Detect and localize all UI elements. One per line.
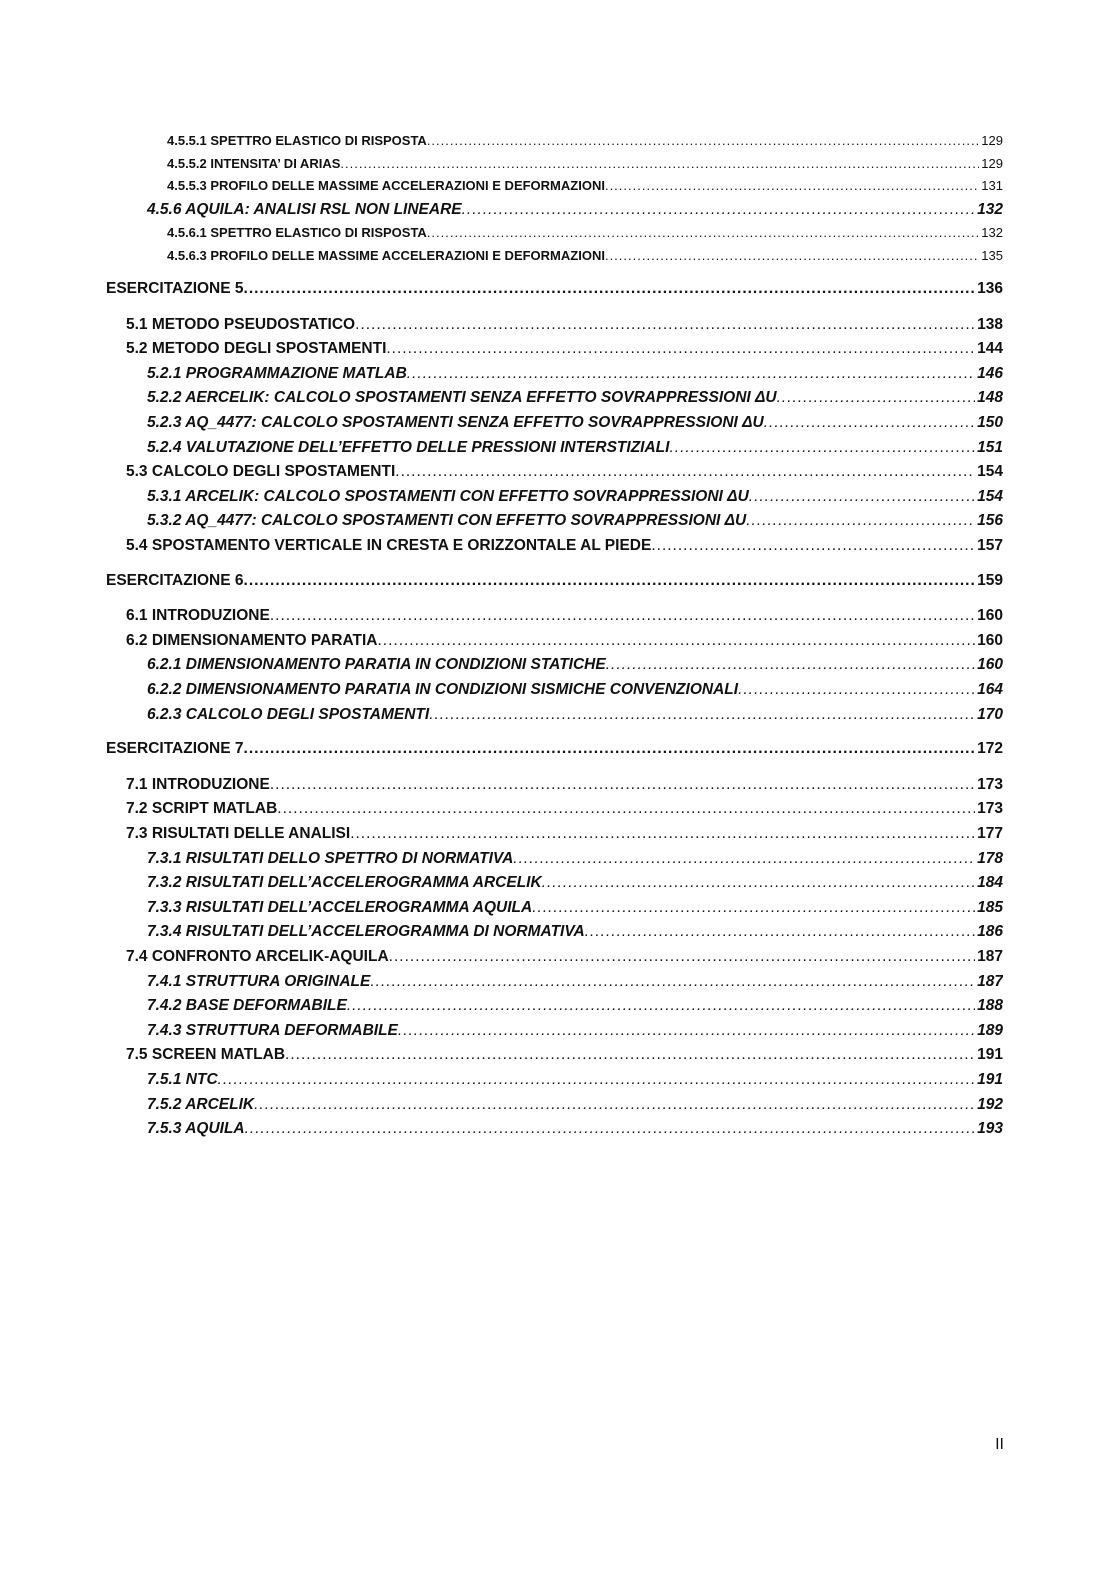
dot-leader: [746, 509, 975, 534]
toc-entry[interactable]: [106, 1068, 1003, 1093]
toc-entry-title: 5.3.1 ARCELIK: CALCOLO SPOSTAMENTI CON EFFETTO SOVRAPPRESSIONI ΔU: [147, 487, 749, 505]
toc-entry-page: 187: [977, 947, 1003, 965]
toc-entry[interactable]: [106, 153, 1003, 176]
toc-entry-page: 189: [977, 1021, 1003, 1039]
toc-entry-title: 7.3 RISULTATI DELLE ANALISI: [126, 824, 351, 842]
toc-entry-page: 193: [977, 1120, 1003, 1138]
toc-entry[interactable]: [106, 945, 1003, 970]
toc-entry[interactable]: [106, 896, 1003, 921]
dot-leader: [245, 1117, 976, 1142]
page-number: II: [995, 1436, 1004, 1453]
dot-leader: [340, 153, 979, 176]
dot-leader: [513, 847, 975, 872]
toc-chapter-entry[interactable]: [106, 737, 1003, 762]
dot-leader: [270, 604, 975, 629]
toc-entry[interactable]: [106, 822, 1003, 847]
toc-entry[interactable]: [106, 678, 1003, 703]
toc-entry-page: 154: [977, 487, 1003, 505]
toc-entry-page: 185: [977, 898, 1003, 916]
toc-chapter-entry[interactable]: [106, 277, 1003, 302]
toc-entry-title: 5.3 CALCOLO DEGLI SPOSTAMENTI: [126, 463, 396, 481]
toc-entry[interactable]: [106, 130, 1003, 153]
dot-leader: [605, 245, 979, 268]
toc-entry-title: 6.2.2 DIMENSIONAMENTO PARATIA IN CONDIZIONI SISMICHE CONVENZIONALI: [147, 681, 739, 698]
toc-entry-page: 173: [977, 800, 1003, 818]
toc-entry-page: 144: [977, 340, 1003, 358]
toc-entry-page: 186: [977, 923, 1003, 941]
toc-entry[interactable]: [106, 509, 1003, 534]
toc-entry[interactable]: [106, 436, 1003, 461]
toc-entry[interactable]: [106, 411, 1003, 436]
toc-entry-title: 7.5.3 AQUILA: [147, 1120, 245, 1138]
toc-entry-page: 151: [977, 438, 1003, 456]
toc-entry-page: 129: [981, 155, 1003, 171]
dot-leader: [407, 362, 975, 387]
dot-leader: [347, 994, 975, 1019]
toc-entry-title: 7.4 CONFRONTO ARCELIK-AQUILA: [126, 947, 389, 965]
toc-entry[interactable]: [106, 871, 1003, 896]
toc-entry[interactable]: [106, 386, 1003, 411]
toc-entry[interactable]: [106, 1117, 1003, 1142]
toc-entry-page: 146: [977, 364, 1003, 382]
toc-entry[interactable]: [106, 653, 1003, 678]
dot-leader: [350, 822, 975, 847]
toc-entry-title: 5.4 SPOSTAMENTO VERTICALE IN CRESTA E ORIZZONTALE AL PIEDE: [126, 537, 652, 555]
toc-entry-title: 7.3.4 RISULTATI DELL’ACCELEROGRAMMA DI NORMATIVA: [147, 923, 585, 941]
dot-leader: [377, 629, 975, 654]
toc-entry-page: 148: [977, 389, 1003, 407]
toc-entry-page: 131: [981, 178, 1003, 193]
dot-leader: [738, 678, 975, 703]
toc-entry-page: 184: [977, 874, 1003, 892]
toc-entry[interactable]: [106, 175, 1003, 198]
toc-entry-page: 154: [977, 463, 1003, 481]
toc-entry-title: 5.2 METODO DEGLI SPOSTAMENTI: [126, 340, 387, 358]
toc-entry-title: 7.3.1 RISULTATI DELLO SPETTRO DI NORMATIVA: [147, 849, 514, 867]
toc-entry-page: 177: [977, 824, 1003, 842]
dot-leader: [218, 1068, 975, 1093]
toc-entry-page: 136: [977, 280, 1003, 298]
toc-entry[interactable]: [106, 313, 1003, 338]
toc-entry-title: ESERCITAZIONE 7: [106, 740, 244, 758]
dot-leader: [777, 386, 976, 411]
toc-entry[interactable]: [106, 485, 1003, 510]
toc-entry-title: 6.1 INTRODUZIONE: [126, 607, 270, 625]
toc-entry-title: 7.4.3 STRUTTURA DEFORMABILE: [147, 1021, 398, 1039]
toc-entry-title: 6.2 DIMENSIONAMENTO PARATIA: [126, 631, 378, 649]
toc-entry[interactable]: [106, 920, 1003, 945]
dot-leader: [532, 896, 975, 921]
toc-entry-title: 6.2.3 CALCOLO DEGLI SPOSTAMENTI: [147, 705, 430, 723]
toc-entry-page: 188: [977, 997, 1003, 1015]
dot-leader: [651, 534, 975, 559]
toc-entry-title: 4.5.5.2 INTENSITA’ DI ARIAS: [167, 155, 341, 171]
dot-leader: [606, 653, 975, 678]
toc-entry-title: 7.5.1 NTC: [147, 1070, 218, 1088]
dot-leader: [285, 1043, 975, 1068]
toc-entry-page: 157: [977, 537, 1003, 555]
toc-entry[interactable]: [106, 245, 1003, 268]
dot-leader: [585, 920, 975, 945]
toc-entry[interactable]: [106, 797, 1003, 822]
dot-leader: [427, 222, 979, 245]
toc-entry-title: 4.5.6 AQUILA: ANALISI RSL NON LINEARE: [147, 200, 462, 218]
toc-entry-title: 7.5.2 ARCELIK: [147, 1095, 255, 1113]
toc-entry-title: 5.2.2 AERCELIK: CALCOLO SPOSTAMENTI SENZA EFFETTO SOVRAPPRESSIONI ΔU: [147, 389, 777, 407]
toc-entry-page: 156: [977, 512, 1003, 530]
toc-entry[interactable]: [106, 460, 1003, 485]
toc-entry-title: 7.1 INTRODUZIONE: [126, 775, 270, 793]
toc-entry-title: ESERCITAZIONE 5: [106, 280, 244, 298]
dot-leader: [429, 703, 975, 728]
toc-entry[interactable]: [106, 1019, 1003, 1044]
toc-entry-page: 172: [977, 740, 1003, 758]
toc-entry-title: 7.4.2 BASE DEFORMABILE: [147, 997, 347, 1015]
toc-entry-page: 129: [981, 133, 1003, 148]
dot-leader: [277, 797, 975, 822]
table-of-contents: [106, 130, 1003, 1142]
toc-entry-page: 132: [981, 225, 1003, 241]
dot-leader: [749, 485, 975, 510]
dot-leader: [244, 277, 976, 302]
toc-entry[interactable]: [106, 1093, 1003, 1118]
toc-entry-page: 160: [977, 607, 1003, 625]
toc-entry-title: 4.5.5.3 PROFILO DELLE MASSIME ACCELERAZIONI E DEFORMAZIONI: [167, 178, 605, 193]
dot-leader: [398, 1019, 975, 1044]
toc-entry-page: 191: [977, 1070, 1003, 1088]
dot-leader: [605, 175, 979, 198]
dot-leader: [462, 198, 976, 223]
toc-entry-title: ESERCITAZIONE 6: [106, 571, 244, 589]
toc-entry[interactable]: [106, 337, 1003, 362]
toc-chapter-entry[interactable]: [106, 569, 1003, 594]
toc-entry-page: 135: [981, 247, 1003, 263]
toc-entry[interactable]: [106, 773, 1003, 798]
dot-leader: [764, 411, 975, 436]
dot-leader: [389, 945, 975, 970]
toc-entry-title: 5.2.4 VALUTAZIONE DELL’EFFETTO DELLE PRESSIONI INTERSTIZIALI: [147, 438, 670, 456]
dot-leader: [270, 773, 975, 798]
toc-entry-title: 7.5 SCREEN MATLAB: [126, 1046, 286, 1064]
toc-entry[interactable]: [106, 629, 1003, 654]
dot-leader: [355, 313, 975, 338]
toc-entry[interactable]: [106, 703, 1003, 728]
toc-entry-page: 192: [977, 1095, 1003, 1113]
toc-entry-page: 138: [977, 315, 1003, 333]
dot-leader: [386, 337, 975, 362]
dot-leader: [669, 436, 975, 461]
toc-entry-page: 173: [977, 775, 1003, 793]
dot-leader: [395, 460, 975, 485]
dot-leader: [370, 970, 975, 995]
toc-entry[interactable]: [106, 198, 1003, 223]
toc-entry[interactable]: [106, 362, 1003, 387]
toc-entry-page: 160: [977, 631, 1003, 649]
toc-entry-title: 7.4.1 STRUTTURA ORIGINALE: [147, 972, 371, 990]
toc-entry-title: 7.3.3 RISULTATI DELL’ACCELEROGRAMMA AQUILA: [147, 898, 533, 916]
toc-entry-title: 5.1 METODO PSEUDOSTATICO: [126, 315, 356, 333]
toc-entry-page: 132: [977, 200, 1003, 218]
toc-entry-title: 7.2 SCRIPT MATLAB: [126, 800, 278, 818]
toc-entry[interactable]: [106, 222, 1003, 245]
toc-entry-title: 4.5.5.1 SPETTRO ELASTICO DI RISPOSTA: [167, 133, 427, 148]
toc-entry[interactable]: [106, 994, 1003, 1019]
toc-entry-page: 191: [977, 1046, 1003, 1064]
toc-entry-page: 170: [977, 705, 1003, 723]
toc-entry-title: 5.3.2 AQ_4477: CALCOLO SPOSTAMENTI CON EFFETTO SOVRAPPRESSIONI ΔU: [147, 512, 747, 530]
toc-entry-page: 187: [977, 972, 1003, 990]
toc-entry[interactable]: [106, 847, 1003, 872]
toc-entry-title: 4.5.6.3 PROFILO DELLE MASSIME ACCELERAZIONI E DEFORMAZIONI: [167, 247, 605, 263]
toc-entry-page: 150: [977, 414, 1003, 432]
toc-entry-page: 160: [977, 656, 1003, 674]
toc-entry-page: 164: [977, 681, 1003, 698]
toc-entry-title: 6.2.1 DIMENSIONAMENTO PARATIA IN CONDIZIONI STATICHE: [147, 656, 606, 674]
toc-entry[interactable]: [106, 1043, 1003, 1068]
dot-leader: [244, 737, 976, 762]
toc-entry[interactable]: [106, 604, 1003, 629]
toc-entry-page: 159: [977, 571, 1003, 589]
dot-leader: [254, 1093, 975, 1118]
toc-entry-title: 5.2.3 AQ_4477: CALCOLO SPOSTAMENTI SENZA EFFETTO SOVRAPPRESSIONI ΔU: [147, 414, 764, 432]
toc-entry-title: 4.5.6.1 SPETTRO ELASTICO DI RISPOSTA: [167, 225, 427, 241]
toc-entry[interactable]: [106, 970, 1003, 995]
dot-leader: [244, 569, 976, 594]
dot-leader: [542, 871, 975, 896]
toc-entry-page: 178: [977, 849, 1003, 867]
toc-entry-title: 5.2.1 PROGRAMMAZIONE MATLAB: [147, 364, 407, 382]
dot-leader: [427, 130, 979, 153]
toc-entry[interactable]: [106, 534, 1003, 559]
toc-entry-title: 7.3.2 RISULTATI DELL’ACCELEROGRAMMA ARCELIK: [147, 874, 542, 892]
